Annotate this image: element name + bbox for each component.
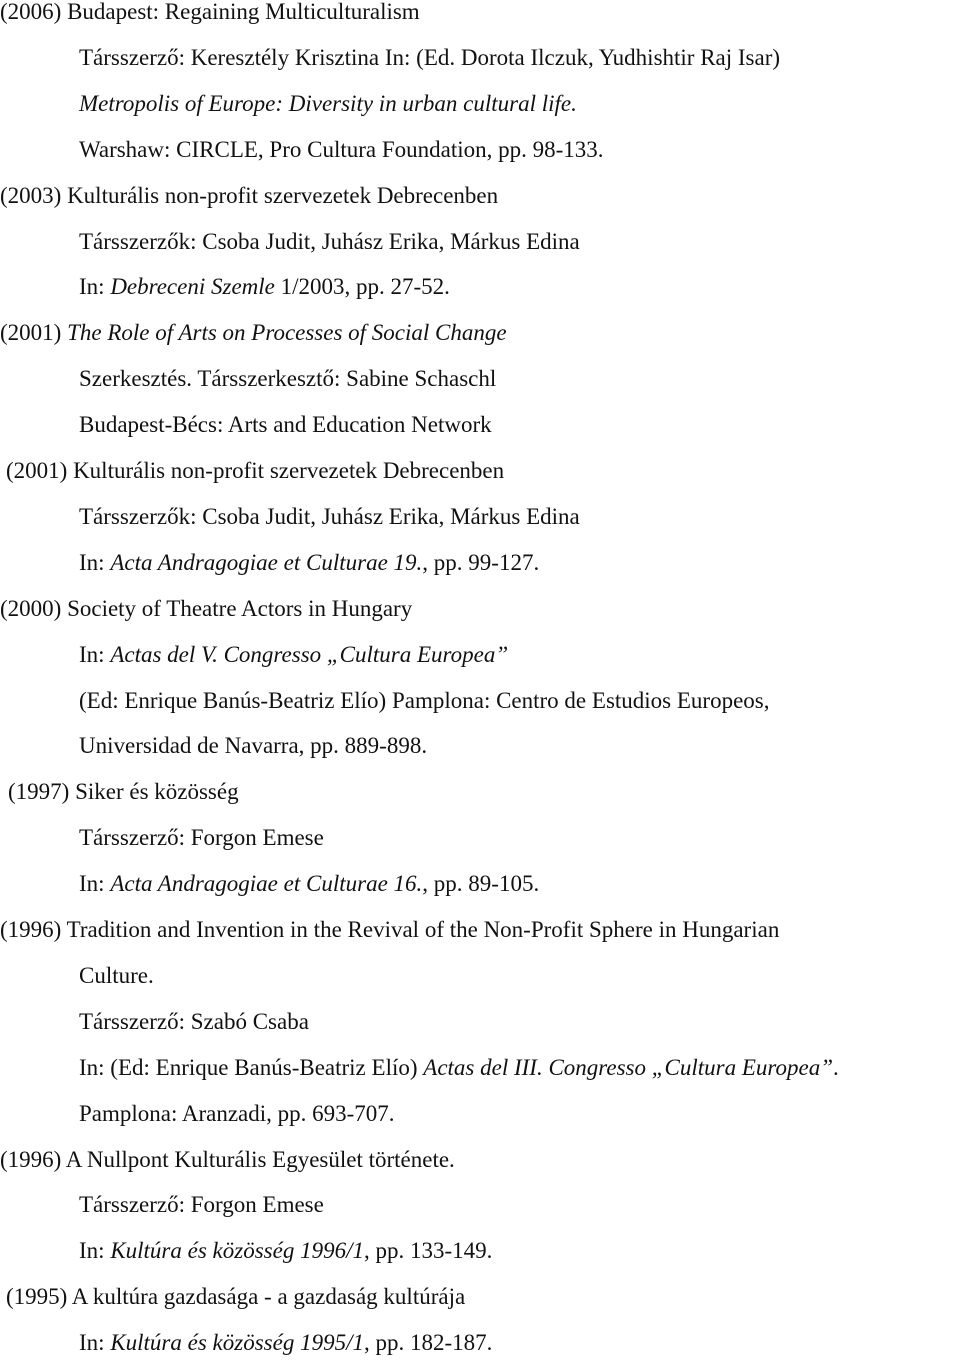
entry-heading xyxy=(0,0,420,27)
entry-detail-line xyxy=(79,823,324,853)
italic-text: Actas del V. Congresso „Cultura Europea” xyxy=(110,641,509,667)
entry-detail-line xyxy=(79,89,577,119)
entry-detail-line xyxy=(79,272,450,302)
text-segment: In: xyxy=(79,1330,111,1356)
text-segment: (2000) Society of Theatre Actors in Hungary xyxy=(0,595,413,621)
italic-text: Acta Andragogiae et Culturae 19. xyxy=(110,549,423,575)
text-segment: In: (Ed: Enrique Banús-Beatriz Elío) xyxy=(79,1054,424,1080)
italic-text: Kultúra és közösség 1996/1 xyxy=(110,1238,364,1264)
text-segment: Pamplona: Aranzadi, pp. 693-707. xyxy=(79,1100,395,1126)
text-segment: Culture. xyxy=(79,962,154,988)
text-segment: In: xyxy=(79,1238,111,1264)
text-segment: , pp. 182-187. xyxy=(363,1330,493,1356)
entry-detail-line xyxy=(79,364,496,394)
text-segment: (1995) A kultúra gazdasága - a gazdaság kultúrája xyxy=(6,1284,466,1310)
entry-detail-line xyxy=(79,1053,839,1083)
entry-detail-line xyxy=(79,1328,492,1358)
entry-heading xyxy=(0,594,412,624)
entry-heading xyxy=(6,456,504,486)
entry-detail-line xyxy=(79,1236,492,1266)
entry-detail-line xyxy=(79,1099,395,1129)
entry-detail-line xyxy=(79,43,780,73)
text-segment: Budapest-Bécs: Arts and Education Network xyxy=(79,412,492,438)
text-segment: Szerkesztés. Társszerkesztő: Sabine Schaschl xyxy=(79,366,497,392)
italic-text: Debreceni Szemle xyxy=(110,274,275,300)
entry-detail-line xyxy=(79,1190,324,1220)
text-segment: Universidad de Navarra, pp. 889-898. xyxy=(79,733,428,759)
entry-detail-line xyxy=(79,548,539,578)
text-segment: (2001) xyxy=(0,320,68,346)
entry-detail-line xyxy=(79,686,770,716)
text-segment: In: xyxy=(79,871,111,897)
entry-detail-line xyxy=(79,731,427,761)
entry-heading xyxy=(0,915,779,945)
text-segment: . xyxy=(833,1054,839,1080)
italic-text: Kultúra és közösség 1995/1 xyxy=(110,1330,364,1356)
text-segment: (1996) Tradition and Invention in the Revival of the Non-Profit Sphere in Hungarian xyxy=(0,917,780,942)
entry-heading xyxy=(6,1282,465,1312)
text-segment: In: xyxy=(79,549,111,575)
entry-detail-line xyxy=(79,502,580,532)
entry-detail-line xyxy=(79,410,492,440)
text-segment: (1997) Siker és közösség xyxy=(8,779,239,805)
italic-text: Actas del III. Congresso „Cultura Europea” xyxy=(423,1054,833,1080)
entry-detail-line xyxy=(79,1007,309,1037)
text-segment: Társszerző: Keresztély Krisztina In: (Ed. Dorota Ilczuk, Yudhishtir Raj Isar) xyxy=(79,44,781,70)
text-segment: Társszerző: Forgon Emese xyxy=(79,825,324,851)
italic-text: Metropolis of Europe: Diversity in urban cultural life. xyxy=(79,90,577,116)
entry-detail-line xyxy=(79,227,580,257)
text-segment: In: xyxy=(79,641,111,667)
text-segment: Társszerzők: Csoba Judit, Juhász Erika, Márkus Edina xyxy=(79,228,580,254)
text-segment: , pp. 89-105. xyxy=(422,871,540,897)
italic-text: Acta Andragogiae et Culturae 16. xyxy=(110,871,423,897)
text-segment: (Ed: Enrique Banús-Beatriz Elío) Pamplona: Centro de Estudios Europeos, xyxy=(79,687,770,713)
text-segment: , pp. 133-149. xyxy=(363,1238,493,1264)
text-segment: Warshaw: CIRCLE, Pro Cultura Foundation, pp. 98-133. xyxy=(79,136,604,162)
entry-heading xyxy=(0,1145,455,1175)
text-segment: 1/2003, pp. 27-52. xyxy=(274,274,450,300)
text-segment: , pp. 99-127. xyxy=(422,549,540,575)
text-segment: Társszerző: Szabó Csaba xyxy=(79,1008,309,1034)
text-segment: In: xyxy=(79,274,111,300)
entry-heading xyxy=(8,777,239,807)
text-segment: (2003) Kulturális non-profit szervezetek Debrecenben xyxy=(0,182,499,208)
italic-text: The Role of Arts on Processes of Social Change xyxy=(67,320,507,346)
entry-heading xyxy=(0,181,498,211)
entry-detail-line xyxy=(79,869,539,899)
text-segment: Társszerző: Forgon Emese xyxy=(79,1192,324,1218)
entry-detail-line xyxy=(79,961,154,991)
text-segment: (2001) Kulturális non-profit szervezetek Debrecenben xyxy=(6,458,505,483)
entry-detail-line xyxy=(79,640,508,670)
text-segment: Társszerzők: Csoba Judit, Juhász Erika, Márkus Edina xyxy=(79,503,580,529)
entry-detail-line xyxy=(79,135,604,165)
entry-heading xyxy=(0,318,507,348)
text-segment: (2006) Budapest: Regaining Multiculturalism xyxy=(0,0,420,24)
text-segment: (1996) A Nullpont Kulturális Egyesület története. xyxy=(0,1146,455,1172)
